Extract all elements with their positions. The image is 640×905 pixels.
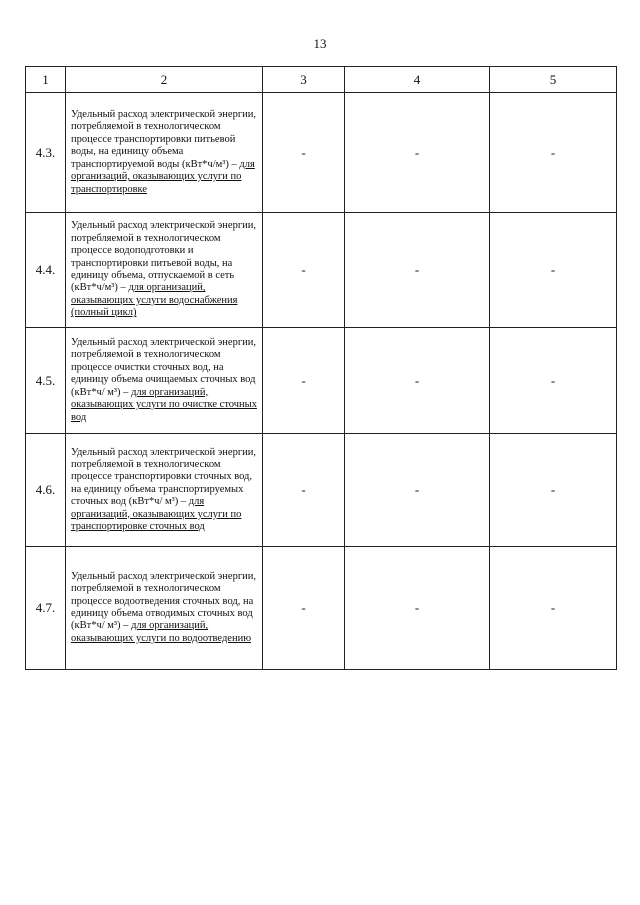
value-cell-col4: - [345, 213, 490, 328]
value-cell-col3: - [263, 328, 345, 434]
row-number: 4.5. [26, 328, 66, 434]
column-header-5: 5 [490, 67, 617, 93]
value-cell-col4: - [345, 93, 490, 213]
value-cell-col3: - [263, 547, 345, 670]
row-description [66, 328, 263, 434]
column-header-3: 3 [263, 67, 345, 93]
row-description [66, 93, 263, 213]
value-cell-col4: - [345, 328, 490, 434]
table-header-row [26, 67, 617, 93]
description-applicability: для организаций, оказывающих услуги по транспортировке сточных вод [71, 496, 242, 533]
row-number: 4.7. [26, 547, 66, 670]
table-row [26, 434, 617, 547]
description-applicability: для организаций, оказывающих услуги водоснабжения (полный цикл) [71, 282, 238, 319]
value-cell-col5: - [490, 434, 617, 547]
description-text: Удельный расход электрической энергии, потребляемой в технологическом процессе транспортировки сточных вод, на единицу объема транспортируемых сточных вод (кВт*ч/ м³) – [71, 446, 257, 508]
row-description [66, 213, 263, 328]
description-applicability: для организаций, оказывающих услуги по транспортировке [71, 158, 255, 195]
value-cell-col5: - [490, 93, 617, 213]
description-text: Удельный расход электрической энергии, потребляемой в технологическом процессе водоотведения сточных вод, на единицу объема отводимых сточных вод (кВт*ч/ м³) – [71, 570, 257, 632]
description-text: Удельный расход электрической энергии, потребляемой в технологическом процессе очистки сточных вод, на единицу объема очищаемых сточных вод (кВт*ч/ м³) – [71, 337, 257, 398]
row-description [66, 547, 263, 670]
row-number: 4.6. [26, 434, 66, 547]
row-number: 4.4. [26, 213, 66, 328]
value-cell-col4: - [345, 434, 490, 547]
table-row [26, 547, 617, 670]
description-text: Удельный расход электрической энергии, потребляемой в технологическом процессе водоподготовки и транспортировки питьевой воды, на единицу объема, отпускаемой в сеть (кВт*ч/м³) – [71, 220, 257, 294]
row-number: 4.3. [26, 93, 66, 213]
row-description [66, 434, 263, 547]
value-cell-col4: - [345, 547, 490, 670]
table-row [26, 213, 617, 328]
value-cell-col3: - [263, 213, 345, 328]
value-cell-col5: - [490, 547, 617, 670]
description-text: Удельный расход электрической энергии, потребляемой в технологическом процессе транспортировки питьевой воды, на единицу объема транспортируемой воды (кВт*ч/м³) – [71, 109, 257, 170]
column-header-1: 1 [26, 67, 66, 93]
value-cell-col3: - [263, 434, 345, 547]
description-applicability: для организаций, оказывающих услуги по водоотведению [71, 620, 252, 644]
page-number: 13 [313, 36, 327, 51]
value-cell-col5: - [490, 328, 617, 434]
column-header-4: 4 [345, 67, 490, 93]
column-header-2: 2 [66, 67, 263, 93]
description-applicability: для организаций, оказывающих услуги по очистке сточных вод [71, 386, 257, 423]
value-cell-col3: - [263, 93, 345, 213]
table-row [26, 328, 617, 434]
value-cell-col5: - [490, 213, 617, 328]
indicator-table [25, 66, 617, 670]
table-row [26, 93, 617, 213]
